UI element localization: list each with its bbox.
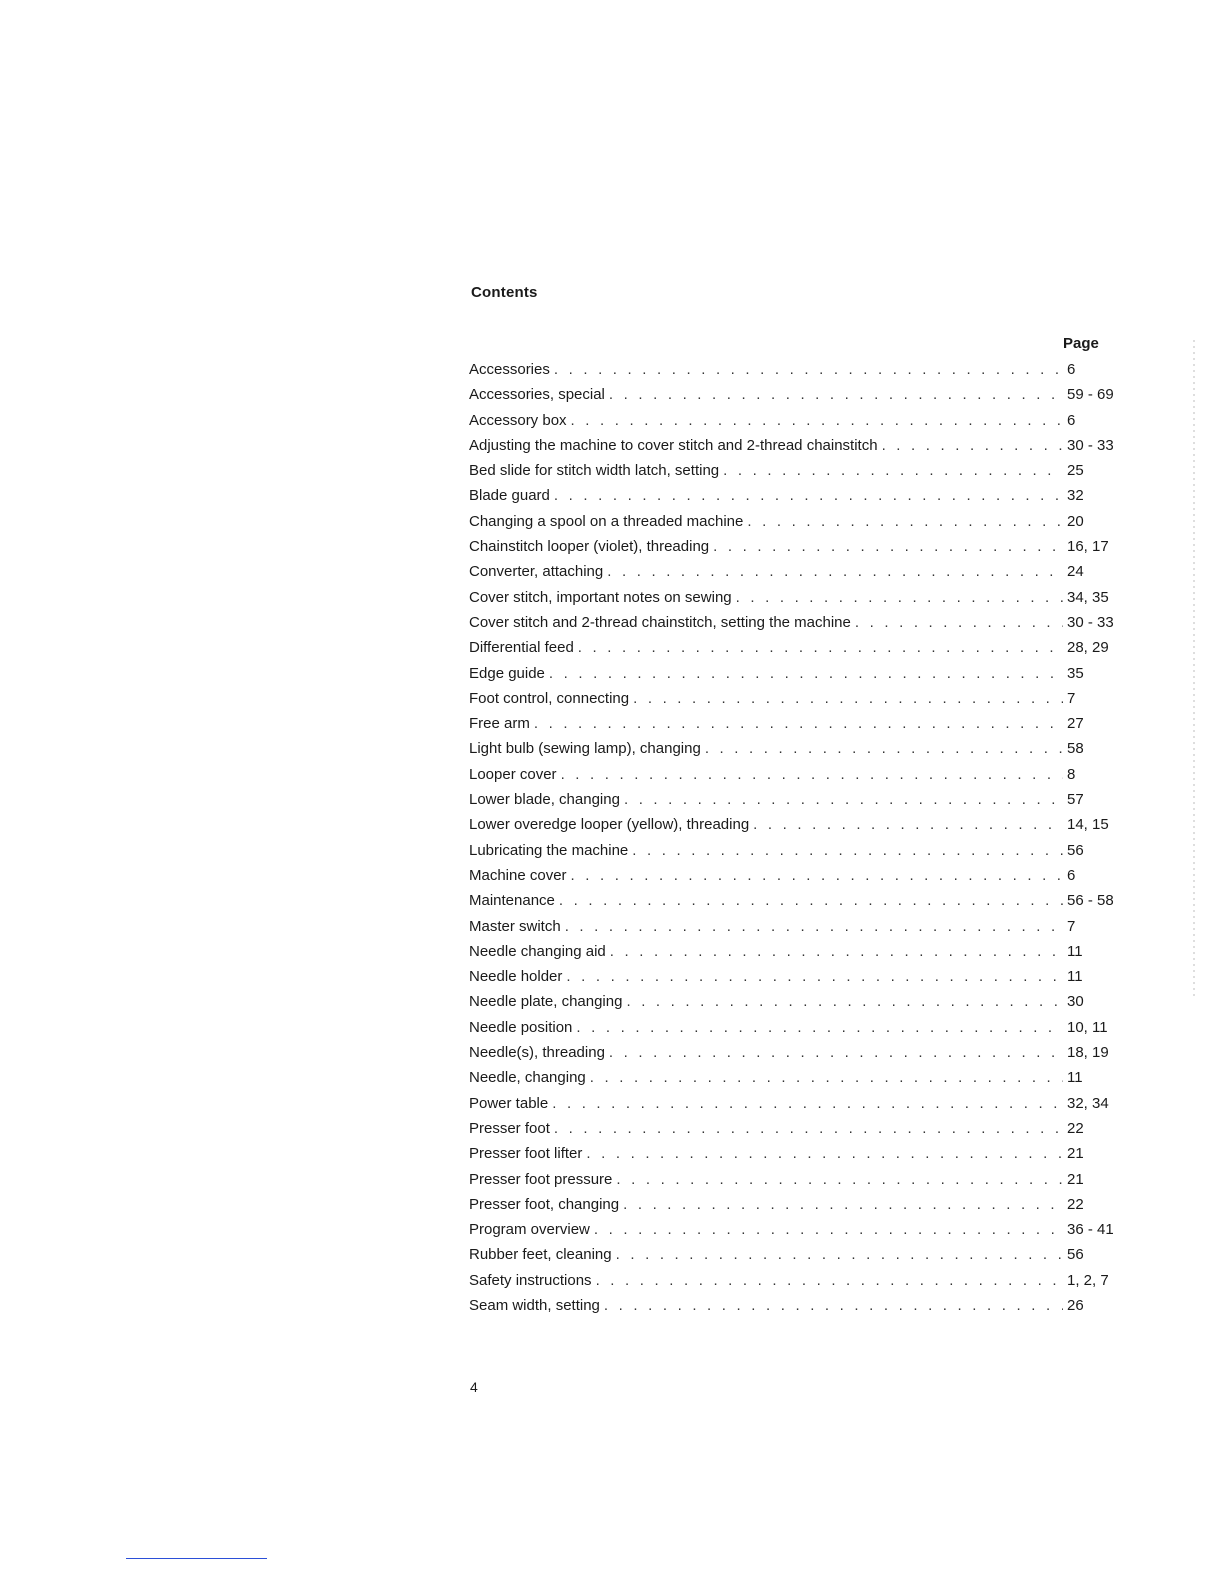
- toc-leader-dots: [559, 888, 1063, 913]
- toc-leader-dots: [571, 863, 1063, 888]
- toc-entry-page: 22: [1067, 1119, 1084, 1137]
- toc-entry-label: Presser foot pressure: [469, 1170, 613, 1188]
- toc-leader-dots: [747, 509, 1063, 534]
- toc-entry-page: 56: [1067, 1246, 1084, 1264]
- toc-leader-dots: [623, 1192, 1063, 1217]
- toc-entry-page: 30: [1067, 993, 1084, 1011]
- toc-entry: [469, 1293, 1129, 1318]
- toc-leader-dots: [586, 1141, 1063, 1166]
- toc-entry-label: Needle changing aid: [469, 942, 606, 960]
- toc-entry-label: Seam width, setting: [469, 1296, 600, 1314]
- toc-entry-page: 34, 35: [1067, 588, 1109, 606]
- page-number: 4: [470, 1379, 478, 1395]
- toc-leader-dots: [609, 382, 1063, 407]
- toc-leader-dots: [616, 1167, 1063, 1192]
- toc-entry: [469, 408, 1129, 433]
- toc-leader-dots: [590, 1065, 1063, 1090]
- toc-entry-label: Edge guide: [469, 664, 545, 682]
- toc-entry-label: Needle, changing: [469, 1069, 586, 1087]
- toc-entry-page: 25: [1067, 462, 1084, 480]
- toc-entry: [469, 1116, 1129, 1141]
- toc-entry-page: 11: [1067, 968, 1083, 986]
- toc-leader-dots: [633, 686, 1063, 711]
- toc-entry: [469, 1091, 1129, 1116]
- toc-entry-page: 11: [1067, 1069, 1083, 1087]
- toc-entry-label: Adjusting the machine to cover stitch and 2-thread chainstitch: [469, 436, 878, 454]
- toc-entry-label: Foot control, connecting: [469, 689, 630, 707]
- toc-entry-page: 32, 34: [1067, 1094, 1109, 1112]
- toc-entry-label: Needle holder: [469, 968, 563, 986]
- toc-entry-page: 57: [1067, 791, 1084, 809]
- contents-heading: Contents: [471, 284, 538, 301]
- toc-entry-page: 10, 11: [1067, 1018, 1108, 1036]
- toc-leader-dots: [566, 964, 1063, 989]
- toc-leader-dots: [534, 711, 1063, 736]
- toc-entry: [469, 433, 1129, 458]
- toc-entry-page: 32: [1067, 487, 1084, 505]
- toc-leader-dots: [607, 559, 1063, 584]
- toc-entry-label: Needle(s), threading: [469, 1044, 605, 1062]
- toc-entry-label: Free arm: [469, 715, 530, 733]
- toc-entry-label: Maintenance: [469, 892, 555, 910]
- toc-entry: [469, 888, 1129, 913]
- toc-entry-label: Needle plate, changing: [469, 993, 623, 1011]
- page-column-header: Page: [1063, 335, 1099, 352]
- toc-entry: [469, 1167, 1129, 1192]
- toc-entry-page: 20: [1067, 512, 1084, 530]
- scan-edge-artifact: [1193, 340, 1195, 1000]
- toc-entry: [469, 686, 1129, 711]
- toc-entry-label: Power table: [469, 1094, 549, 1112]
- toc-leader-dots: [561, 762, 1063, 787]
- toc-entry-label: Accessory box: [469, 411, 567, 429]
- toc-entry: [469, 661, 1129, 686]
- toc-entry-label: Presser foot lifter: [469, 1145, 583, 1163]
- toc-entry-page: 28, 29: [1067, 639, 1109, 657]
- toc-entry-page: 11: [1067, 942, 1083, 960]
- toc-leader-dots: [736, 585, 1063, 610]
- toc-entry-label: Chainstitch looper (violet), threading: [469, 538, 710, 556]
- toc-entry-label: Cover stitch and 2-thread chainstitch, setting the machine: [469, 613, 851, 631]
- toc-leader-dots: [549, 661, 1063, 686]
- toc-leader-dots: [626, 989, 1063, 1014]
- toc-leader-dots: [713, 534, 1063, 559]
- toc-entry-label: Machine cover: [469, 866, 567, 884]
- toc-leader-dots: [554, 357, 1063, 382]
- toc-entry-page: 26: [1067, 1296, 1084, 1314]
- toc-entry: [469, 863, 1129, 888]
- toc-entry-page: 27: [1067, 715, 1084, 733]
- toc-entry: [469, 1217, 1129, 1242]
- bottom-rule: [126, 1558, 267, 1559]
- toc-entry-label: Presser foot, changing: [469, 1195, 620, 1213]
- toc-leader-dots: [576, 1015, 1063, 1040]
- toc-entry: [469, 458, 1129, 483]
- toc-leader-dots: [552, 1091, 1063, 1116]
- toc-entry-label: Accessories, special: [469, 386, 605, 404]
- toc-entry-page: 21: [1067, 1145, 1084, 1163]
- toc-entry-page: 22: [1067, 1195, 1084, 1213]
- toc-entry-label: Program overview: [469, 1221, 590, 1239]
- toc-entry-page: 7: [1067, 689, 1076, 707]
- toc-entry: [469, 762, 1129, 787]
- toc-leader-dots: [571, 408, 1063, 433]
- table-of-contents: [469, 357, 1129, 1318]
- toc-entry-page: 59 - 69: [1067, 386, 1114, 404]
- toc-entry-label: Master switch: [469, 917, 561, 935]
- toc-leader-dots: [705, 736, 1063, 761]
- toc-entry: [469, 1141, 1129, 1166]
- toc-entry-page: 56: [1067, 841, 1084, 859]
- toc-entry: [469, 585, 1129, 610]
- toc-leader-dots: [578, 635, 1063, 660]
- toc-entry-label: Accessories: [469, 361, 550, 378]
- toc-entry-label: Needle position: [469, 1018, 573, 1036]
- toc-entry-page: 24: [1067, 563, 1084, 581]
- toc-entry-page: 16, 17: [1067, 538, 1109, 556]
- toc-entry: [469, 1065, 1129, 1090]
- toc-entry: [469, 534, 1129, 559]
- toc-leader-dots: [632, 838, 1063, 863]
- toc-entry-label: Differential feed: [469, 639, 574, 657]
- toc-entry-label: Lubricating the machine: [469, 841, 629, 859]
- toc-entry: [469, 939, 1129, 964]
- toc-entry-label: Lower overedge looper (yellow), threading: [469, 816, 750, 834]
- toc-entry: [469, 1242, 1129, 1267]
- toc-entry-page: 8: [1067, 765, 1076, 783]
- toc-leader-dots: [855, 610, 1063, 635]
- toc-entry-page: 58: [1067, 740, 1084, 758]
- toc-leader-dots: [596, 1268, 1063, 1293]
- toc-entry: [469, 483, 1129, 508]
- toc-entry: [469, 838, 1129, 863]
- toc-entry-page: 30 - 33: [1067, 436, 1114, 454]
- toc-entry-label: Safety instructions: [469, 1271, 592, 1289]
- toc-leader-dots: [609, 1040, 1063, 1065]
- toc-entry-page: 36 - 41: [1067, 1221, 1114, 1239]
- toc-entry-page: 6: [1067, 411, 1076, 429]
- toc-entry: [469, 787, 1129, 812]
- toc-leader-dots: [554, 483, 1063, 508]
- toc-entry-page: 35: [1067, 664, 1084, 682]
- toc-leader-dots: [753, 812, 1063, 837]
- toc-leader-dots: [616, 1242, 1063, 1267]
- toc-leader-dots: [624, 787, 1063, 812]
- toc-entry-page: 1, 2, 7: [1067, 1271, 1109, 1289]
- toc-entry: [469, 382, 1129, 407]
- toc-entry: [469, 914, 1129, 939]
- toc-entry: [469, 711, 1129, 736]
- toc-entry-label: Blade guard: [469, 487, 550, 505]
- toc-entry-page: 6: [1067, 866, 1076, 884]
- toc-entry: [469, 357, 1129, 382]
- toc-entry-page: 18, 19: [1067, 1044, 1109, 1062]
- toc-leader-dots: [604, 1293, 1063, 1318]
- toc-entry-page: 30 - 33: [1067, 613, 1114, 631]
- toc-entry: [469, 559, 1129, 584]
- toc-entry-label: Rubber feet, cleaning: [469, 1246, 612, 1264]
- toc-entry: [469, 1192, 1129, 1217]
- toc-entry-label: Presser foot: [469, 1119, 550, 1137]
- toc-entry-label: Converter, attaching: [469, 563, 604, 581]
- toc-entry: [469, 736, 1129, 761]
- toc-leader-dots: [723, 458, 1063, 483]
- toc-entry-page: 21: [1067, 1170, 1084, 1188]
- toc-entry: [469, 812, 1129, 837]
- toc-entry-label: Bed slide for stitch width latch, setting: [469, 462, 720, 480]
- toc-entry-label: Cover stitch, important notes on sewing: [469, 588, 732, 606]
- toc-entry: [469, 1268, 1129, 1293]
- toc-entry-page: 7: [1067, 917, 1076, 935]
- toc-entry: [469, 964, 1129, 989]
- toc-entry-label: Lower blade, changing: [469, 791, 620, 809]
- toc-entry: [469, 509, 1129, 534]
- toc-leader-dots: [594, 1217, 1063, 1242]
- toc-leader-dots: [565, 914, 1063, 939]
- toc-entry-page: 6: [1067, 361, 1076, 378]
- toc-entry-label: Changing a spool on a threaded machine: [469, 512, 744, 530]
- toc-entry-page: 56 - 58: [1067, 892, 1114, 910]
- toc-entry: [469, 1040, 1129, 1065]
- toc-entry: [469, 1015, 1129, 1040]
- toc-entry-label: Light bulb (sewing lamp), changing: [469, 740, 701, 758]
- toc-leader-dots: [554, 1116, 1063, 1141]
- toc-entry: [469, 635, 1129, 660]
- toc-entry: [469, 610, 1129, 635]
- toc-leader-dots: [610, 939, 1063, 964]
- toc-entry-label: Looper cover: [469, 765, 557, 783]
- toc-leader-dots: [882, 433, 1063, 458]
- toc-entry-page: 14, 15: [1067, 816, 1109, 834]
- toc-entry: [469, 989, 1129, 1014]
